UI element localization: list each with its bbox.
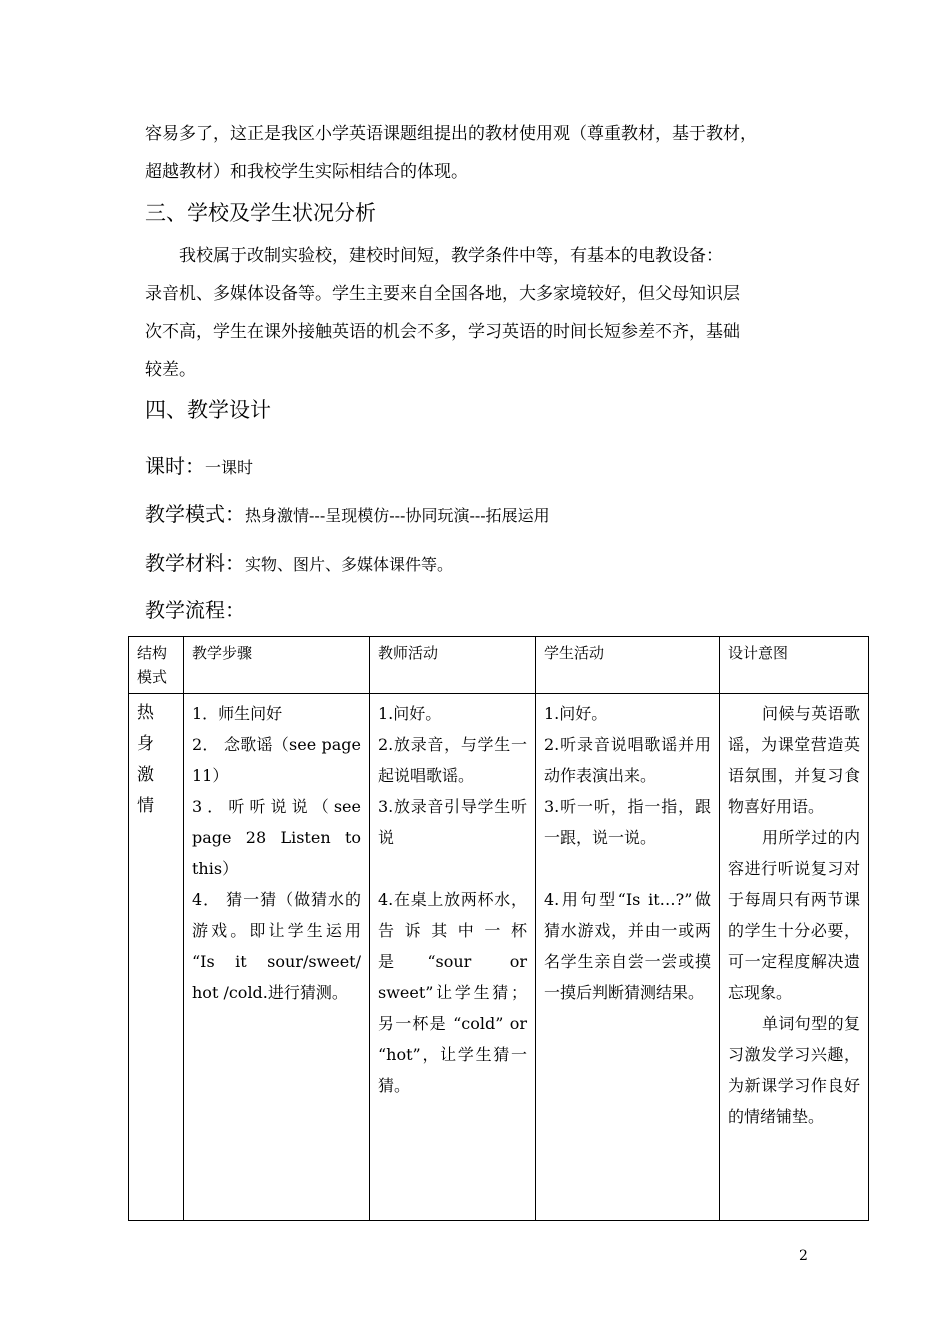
student-item: 1.问好。 <box>544 704 608 723</box>
steps-cell <box>184 694 370 1221</box>
header-student: 学生活动 <box>536 637 720 694</box>
text-line: 次不高，学生在课外接触英语的机会不多，学习英语的时间长短参差不齐，基础 <box>145 322 740 342</box>
structure-cell <box>129 694 184 1221</box>
section-4-heading: 四、教学设计 <box>145 398 271 422</box>
text-line: 我校属于改制实验校，建校时间短，教学条件中等，有基本的电教设备： <box>179 246 723 266</box>
teaching-mode-value: 热身激情---呈现模仿---协同玩演---拓展运用 <box>245 506 550 525</box>
design-intent-cell <box>720 694 869 1221</box>
teacher-item: 2.放录音，与学生一起说唱歌谣。 <box>378 735 527 785</box>
text-line: 录音机、多媒体设备等。学生主要来自全国各地，大多家境较好，但父母知识层 <box>145 284 740 304</box>
table-header-row <box>129 637 869 694</box>
class-hours-row <box>145 450 253 479</box>
intent-paragraph: 单词句型的复习激发学习兴趣，为新课学习作良好的情绪铺垫。 <box>728 1014 860 1126</box>
teaching-mode-row <box>145 498 550 527</box>
text-line: 超越教材）和我校学生实际相结合的体现。 <box>145 162 468 182</box>
spacer <box>544 853 711 884</box>
header-teacher: 教师活动 <box>370 637 536 694</box>
teaching-materials-row <box>145 547 453 576</box>
class-hours-value: 一课时 <box>205 458 254 477</box>
header-structure: 结构模式 <box>129 637 184 694</box>
teaching-flow-label: 教学流程： <box>145 598 245 622</box>
intro-paragraph <box>145 115 835 191</box>
teaching-flow-row <box>145 594 245 623</box>
student-item: 3.听一听，指一指，跟一跟，说一说。 <box>544 797 711 847</box>
section-3-heading: 三、学校及学生状况分析 <box>145 201 376 225</box>
intent-paragraph: 用所学过的内容进行听说复习对于每周只有两节课的学生十分必要，可一定程度解决遗忘现象。 <box>728 828 860 1002</box>
class-hours-label: 课时： <box>145 454 205 478</box>
teacher-item: 4.在桌上放两杯水，告诉其中一杯是“sour or sweet”让学生猜；另一杯是 “cold” or “hot”，让学生猜一猜。 <box>378 890 527 1095</box>
structure-char: 情 <box>137 796 154 816</box>
structure-char: 热 <box>137 703 154 723</box>
header-intent: 设计意图 <box>720 637 869 694</box>
header-steps: 教学步骤 <box>184 637 370 694</box>
teaching-materials-value: 实物、图片、多媒体课件等。 <box>245 555 454 574</box>
structure-char: 身 <box>137 734 154 754</box>
step-item: 2． 念歌谣（see page 11） <box>192 735 361 785</box>
student-activity-cell <box>536 694 720 1221</box>
teaching-materials-label: 教学材料： <box>145 551 245 575</box>
teacher-item: 3.放录音引导学生听说 <box>378 797 527 847</box>
teacher-activity-cell <box>370 694 536 1221</box>
teaching-mode-label: 教学模式： <box>145 502 245 526</box>
structure-char: 激 <box>137 765 154 785</box>
text-line: 容易多了，这正是我区小学英语课题组提出的教材使用观（尊重教材，基于教材， <box>145 124 757 144</box>
page-number: 2 <box>799 1248 808 1264</box>
spacer <box>378 853 527 884</box>
student-item: 4.用句型“Is it…?”做猜水游戏，并由一或两名学生亲自尝一尝或摸一摸后判断猜测结果。 <box>544 890 711 1002</box>
step-item: 4． 猜一猜（做猜水的游戏。即让学生运用 “Is it sour/sweet/ hot /cold.进行猜测。 <box>192 890 361 1002</box>
step-item: 1．师生问好 <box>192 704 283 723</box>
text-line: 较差。 <box>145 360 196 380</box>
intent-paragraph: 问候与英语歌谣，为课堂营造英语氛围，并复习食物喜好用语。 <box>728 704 860 816</box>
table-row <box>129 694 869 1221</box>
student-item: 2.听录音说唱歌谣并用动作表演出来。 <box>544 735 711 785</box>
school-analysis-paragraph <box>145 237 835 389</box>
step-item: 3．听听说说（see page 28 Listen to this） <box>192 797 361 878</box>
teacher-item: 1.问好。 <box>378 704 442 723</box>
teaching-flow-table <box>128 636 869 1221</box>
